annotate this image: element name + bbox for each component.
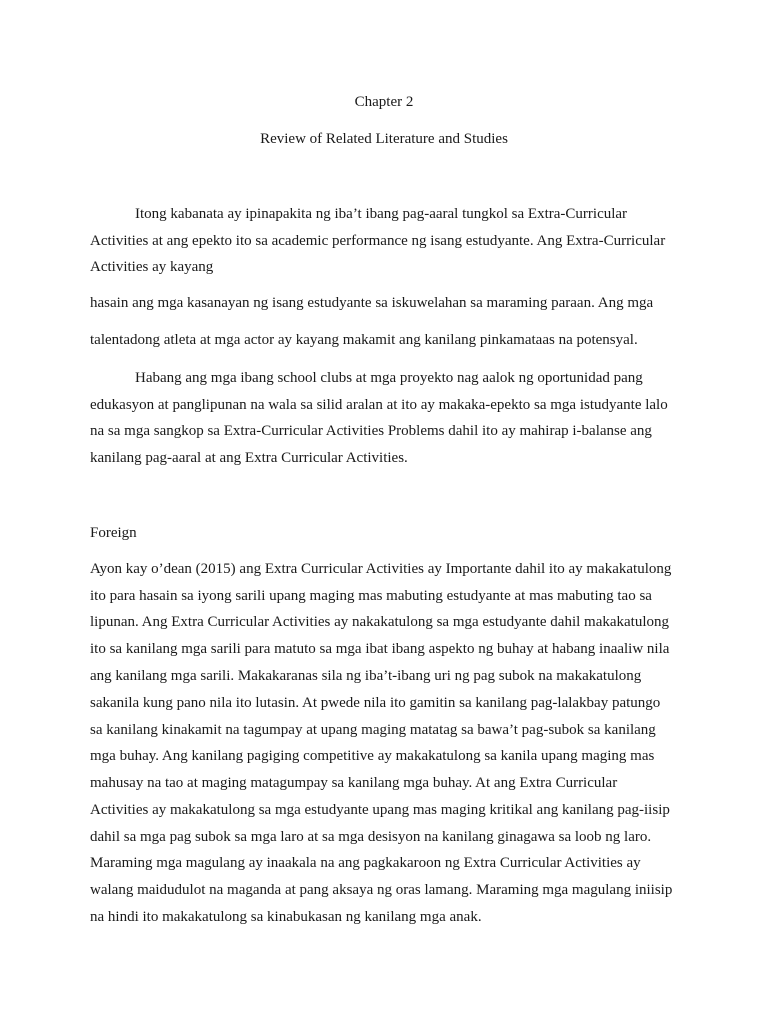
paragraph-line: ito sa kanilang mga sarili para matuto sa mga ibat ibang aspekto ng buhay at habang inaaliw nila (90, 641, 670, 657)
paragraph-line: mga buhay. Ang kanilang pagiging competitive ay makakatulong sa kanila upang maging mas (90, 748, 655, 764)
paragraph-line: edukasyon at panglipunan na wala sa silid aralan at ito ay makaka-epekto sa mga istudyante lalo (90, 397, 668, 413)
paragraph-line: Habang ang mga ibang school clubs at mga proyekto nag aalok ng oportunidad pang (135, 370, 643, 386)
paragraph-line: Activities at ang epekto ito sa academic performance ng isang estudyante. Ang Extra-Curricular (90, 233, 666, 249)
chapter-label: Chapter 2 (354, 94, 414, 110)
chapter-title: Review of Related Literature and Studies (260, 131, 508, 147)
paragraph-line: walang maidudulot na maganda at pang aksaya ng oras lamang. Maraming mga magulang iniisip (90, 882, 673, 898)
paragraph-line: mahusay na tao at maging matagumpay sa kanilang mga buhay. At ang Extra Curricular (90, 775, 618, 791)
paragraph-line: Itong kabanata ay ipinapakita ng iba’t ibang pag-aaral tungkol sa Extra-Curricular (135, 206, 628, 222)
paragraph-line: kanilang pag-aaral at ang Extra Curricular Activities. (90, 450, 408, 466)
paragraph-line: lipunan. Ang Extra Curricular Activities ay nakakatulong sa mga estudyante dahil makakatulong (90, 614, 670, 630)
paragraph-line: Ayon kay o’dean (2015) ang Extra Curricular Activities ay Importante dahil ito ay makakatulong (90, 561, 672, 577)
paragraph-line: Activities ay kayang (90, 259, 214, 275)
paragraph-line: na sa mga sangkop sa Extra-Curricular Activities Problems dahil ito ay mahirap i-balanse ang (90, 423, 652, 439)
paragraph-line: hasain ang mga kasanayan ng isang estudyante sa iskuwelahan sa maraming paraan. Ang mga (90, 295, 654, 311)
paragraph-line: sa kanilang kinakamit na tagumpay at upang maging matatag sa bawa’t pag-subok sa kanilang (90, 722, 656, 738)
paragraph-line: sakanila kung pano nila ito lutasin. At pwede nila ito gamitin sa kanilang pag-lalakbay patungo (90, 695, 661, 711)
paragraph-line: talentadong atleta at mga actor ay kayang makamit ang kanilang pinkamataas na potensyal. (90, 332, 638, 348)
paragraph-line: Maraming mga magulang ay inaakala na ang pagkakaroon ng Extra Curricular Activities ay (90, 855, 641, 871)
paragraph-line: dahil sa mga pag subok sa mga laro at sa mga desisyon na kanilang ginagawa sa loob ng laro. (90, 829, 652, 845)
paragraph-line: Activities ay makakatulong sa mga estudyante upang mas maging kritikal ang kanilang pag-iisip (90, 802, 670, 818)
paragraph-line: na hindi ito makakatulong sa kinabukasan ng kanilang mga anak. (90, 909, 482, 925)
section-heading: Foreign (90, 525, 137, 541)
paragraph-line: ang kanilang mga sarili. Makakaranas sila ng iba’t-ibang uri ng pag subok na makakatulong (90, 668, 642, 684)
paragraph-line: ito para hasain sa iyong sarili upang maging mas mabuting estudyante at mas mabuting tao sa (90, 588, 652, 604)
